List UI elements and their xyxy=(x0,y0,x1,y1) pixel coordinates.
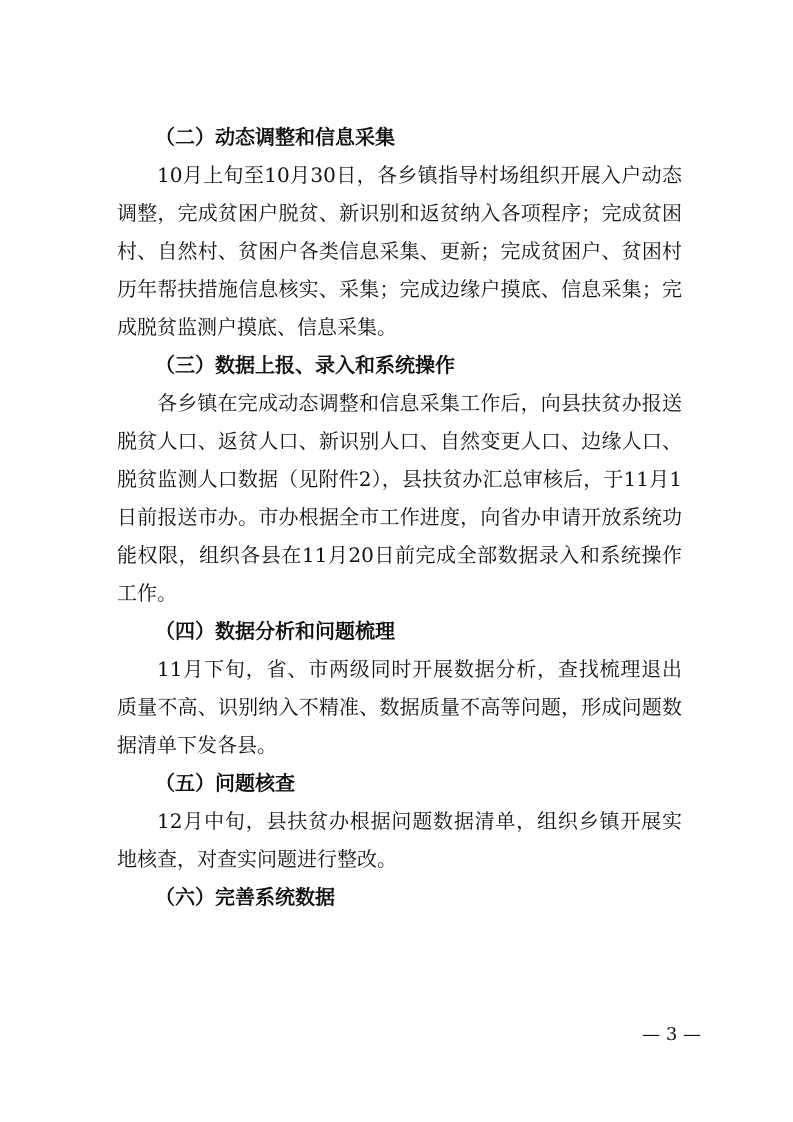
section-heading-6: （六）完善系统数据 xyxy=(155,885,335,909)
section-heading-5: （五）问题核查 xyxy=(155,771,295,795)
document-body xyxy=(117,118,682,916)
section-paragraph-3: 各乡镇在完成动态调整和信息采集工作后，向县扶贫办报送脱贫人口、返贫人口、新识别人口、自然变更人口、边缘人口、脱贫监测人口数据（见附件2），县扶贫办汇总审核后，于11月1日前报送市办。市办根据全市工作进度，向省办申请开放系统功能权限，组织各县在11月20日前完成全部数据录入和系统操作工作。 xyxy=(117,391,682,605)
page-number: — 3 — xyxy=(642,1024,701,1045)
section-heading-3: （三）数据上报、录入和系统操作 xyxy=(155,353,455,377)
section-paragraph-2: 10月上旬至10月30日，各乡镇指导村场组织开展入户动态调整，完成贫困户脱贫、新识别和返贫纳入各项程序；完成贫困村、自然村、贫困户各类信息采集、更新；完成贫困户、贫困村历年帮扶措施信息核实、采集；完成边缘户摸底、信息采集；完成脱贫监测户摸底、信息采集。 xyxy=(117,163,682,339)
section-paragraph-5: 12月中旬，县扶贫办根据问题数据清单，组织乡镇开展实地核查，对查实问题进行整改。 xyxy=(117,809,682,871)
section-heading-2: （二）动态调整和信息采集 xyxy=(155,125,395,149)
section-heading-4: （四）数据分析和问题梳理 xyxy=(155,619,395,643)
section-paragraph-4: 11月下旬，省、市两级同时开展数据分析，查找梳理退出质量不高、识别纳入不精准、数据质量不高等问题，形成问题数据清单下发各县。 xyxy=(117,657,682,757)
